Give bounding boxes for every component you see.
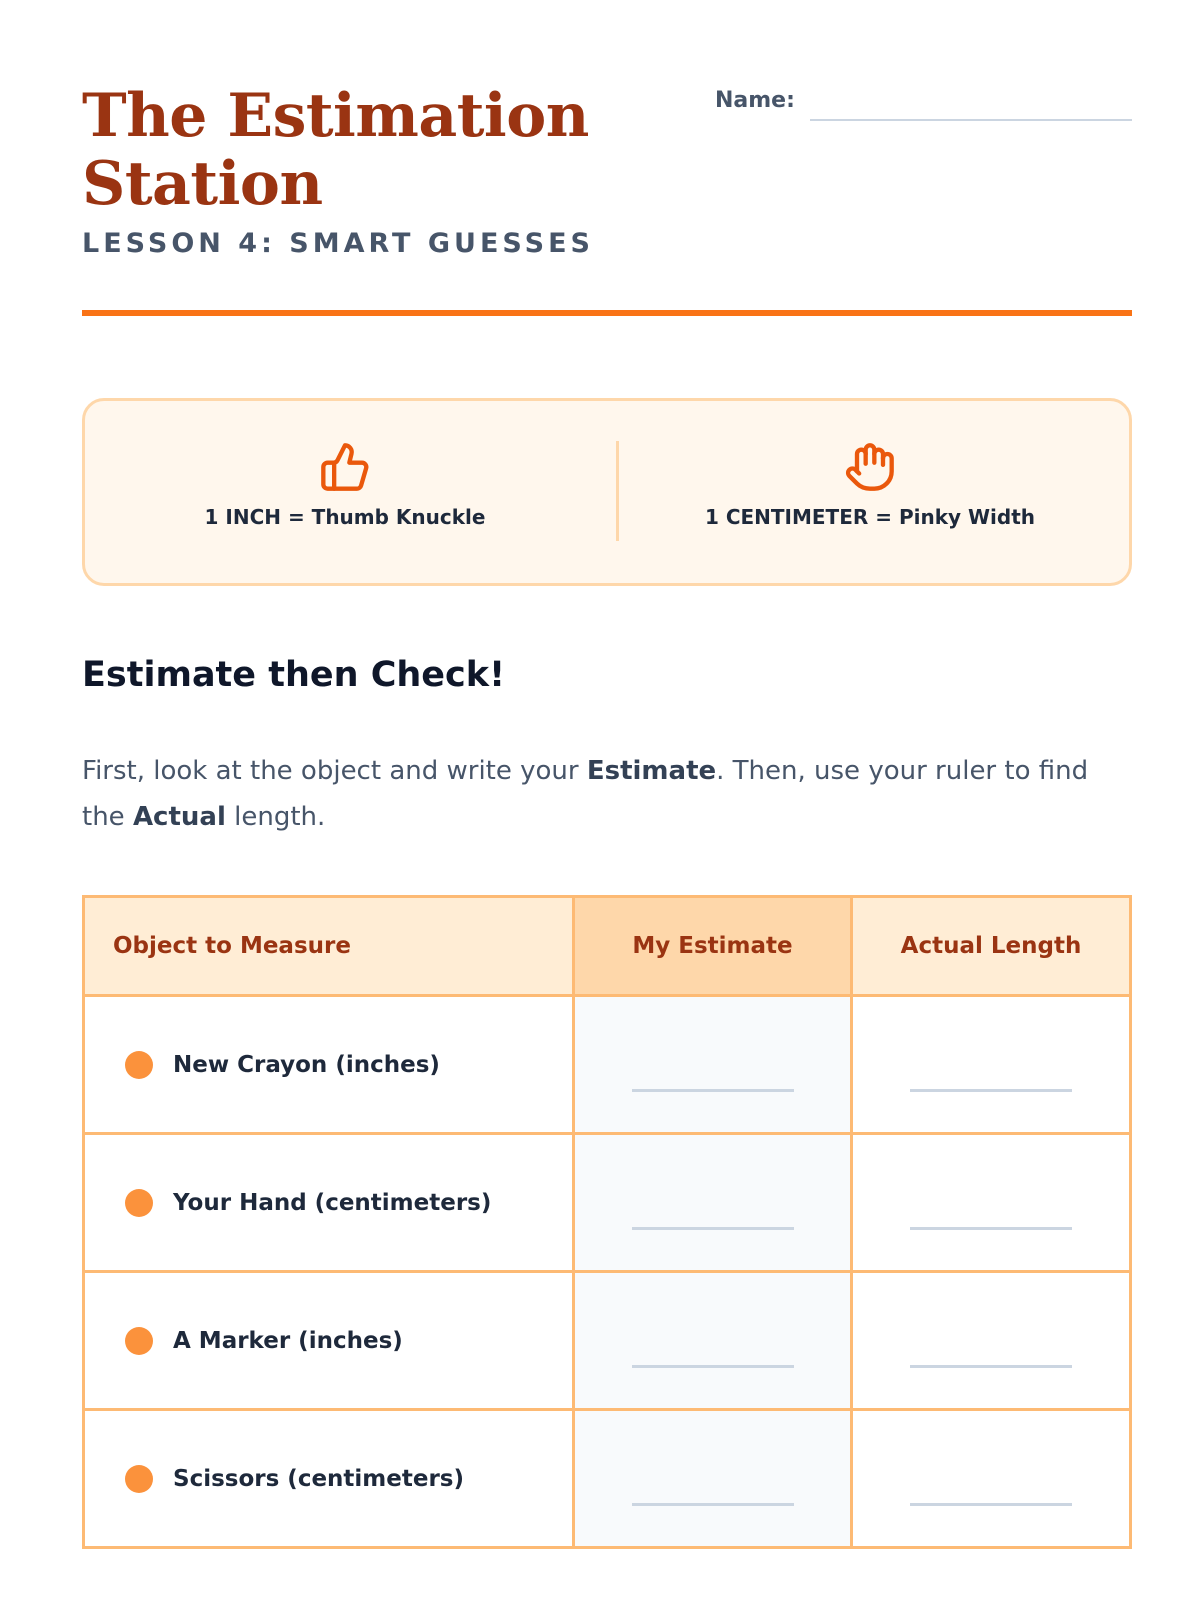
- lesson-subtitle: LESSON 4: SMART GUESSES: [82, 228, 594, 259]
- actual-blank[interactable]: [910, 1503, 1072, 1506]
- estimate-blank[interactable]: [632, 1089, 794, 1092]
- actual-blank[interactable]: [910, 1089, 1072, 1092]
- header-estimate: [575, 898, 853, 994]
- instructions: [82, 748, 1132, 840]
- actual-blank[interactable]: [910, 1365, 1072, 1368]
- measurement-tips-box: [82, 398, 1132, 586]
- actual-cell: [853, 1273, 1129, 1408]
- estimate-cell: [575, 997, 853, 1132]
- section-title: Estimate then Check!: [82, 655, 506, 695]
- worksheet-header: [82, 82, 1132, 312]
- instructions-actual-keyword: Actual: [132, 802, 226, 832]
- pointing-hand-icon: [844, 441, 896, 493]
- table-row: [85, 1270, 1129, 1408]
- name-label: Name:: [715, 88, 795, 113]
- tip-centimeter-text: 1 CENTIMETER = Pinky Width: [704, 505, 1036, 529]
- object-label: A Marker (inches): [173, 1327, 403, 1354]
- estimate-cell: [575, 1135, 853, 1270]
- actual-cell: [853, 997, 1129, 1132]
- object-cell: [85, 1273, 575, 1408]
- header-actual-label: Actual Length: [900, 933, 1082, 959]
- instructions-text: length.: [225, 802, 326, 832]
- header-divider: [82, 310, 1132, 316]
- estimate-blank[interactable]: [632, 1503, 794, 1506]
- header-object-label: Object to Measure: [113, 933, 351, 959]
- bullet-dot-icon: [125, 1327, 153, 1355]
- estimate-blank[interactable]: [632, 1365, 794, 1368]
- instructions-text: . Then, use your ruler to find the: [82, 756, 1089, 832]
- object-cell: [85, 1135, 575, 1270]
- tip-centimeter: [610, 441, 1130, 529]
- thumbs-up-icon: [319, 441, 371, 493]
- object-cell: [85, 997, 575, 1132]
- name-field[interactable]: [810, 119, 1132, 121]
- measurement-table: [82, 895, 1132, 1549]
- tip-inch-text: 1 INCH = Thumb Knuckle: [204, 505, 486, 529]
- estimate-blank[interactable]: [632, 1227, 794, 1230]
- object-label: Scissors (centimeters): [173, 1465, 465, 1492]
- bullet-dot-icon: [125, 1051, 153, 1079]
- bullet-dot-icon: [125, 1465, 153, 1493]
- actual-blank[interactable]: [910, 1227, 1072, 1230]
- worksheet-page: [82, 0, 1132, 1600]
- table-row: [85, 1408, 1129, 1546]
- object-label: New Crayon (inches): [173, 1051, 440, 1078]
- header-object: [85, 898, 575, 994]
- actual-cell: [853, 1135, 1129, 1270]
- header-estimate-label: My Estimate: [632, 933, 793, 959]
- bullet-dot-icon: [125, 1189, 153, 1217]
- instructions-text: First, look at the object and write your: [82, 756, 587, 786]
- header-actual: [853, 898, 1129, 994]
- object-label: Your Hand (centimeters): [173, 1189, 492, 1216]
- table-header-row: [85, 898, 1129, 994]
- estimate-cell: [575, 1411, 853, 1546]
- table-row: [85, 1132, 1129, 1270]
- actual-cell: [853, 1411, 1129, 1546]
- estimate-cell: [575, 1273, 853, 1408]
- tip-inch: [85, 441, 605, 529]
- table-row: [85, 994, 1129, 1132]
- object-cell: [85, 1411, 575, 1546]
- instructions-estimate-keyword: Estimate: [586, 756, 717, 786]
- page-title: The Estimation Station: [82, 81, 589, 219]
